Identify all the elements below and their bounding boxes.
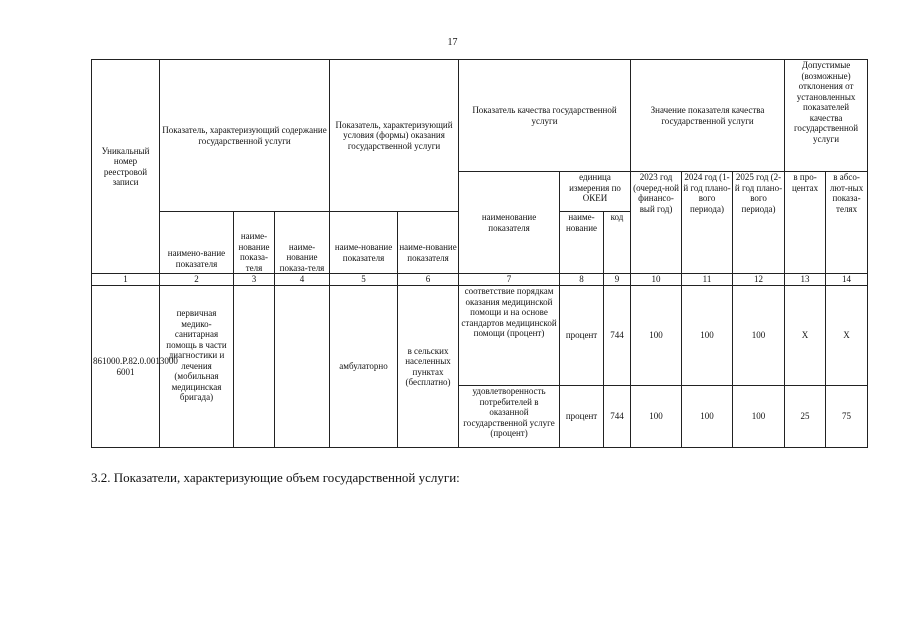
deviation-absolute-cell: Х xyxy=(826,286,868,386)
column-number: 6 xyxy=(398,274,459,286)
header-deviation-absolute: в абсо-лют-ных показа-телях xyxy=(826,172,868,274)
header-year-2025: 2025 год (2-й год плано-вого периода) xyxy=(733,172,785,274)
value-2023-cell: 100 xyxy=(631,386,682,448)
record-id-cell: 861000.Р.82.0.0013000 6001 xyxy=(92,286,160,448)
header-conditions-group: Показатель, характеризующий условия (формы) оказания государственной услуги xyxy=(330,60,459,212)
column-number: 2 xyxy=(160,274,234,286)
column-number-row xyxy=(92,274,868,286)
column-number: 5 xyxy=(330,274,398,286)
header-indicator-name: наименование показателя xyxy=(459,172,560,274)
header-content-name-3: наиме-нование показа-теля xyxy=(275,212,330,274)
value-2025-cell: 100 xyxy=(733,286,785,386)
service-content-cell: первичная медико-санитарная помощь в части диагностики и лечения (мобильная медицинская бригада) xyxy=(160,286,234,448)
header-condition-name-1: наиме-нование показателя xyxy=(330,212,398,274)
column-number: 8 xyxy=(560,274,604,286)
quality-indicators-table xyxy=(91,59,868,448)
header-value-group: Значение показателя качества государственной услуги xyxy=(631,60,785,172)
table-row xyxy=(92,286,868,386)
header-condition-name-2: наиме-нование показателя xyxy=(398,212,459,274)
indicator-name-cell: удовлетворенность потребителей в оказанной государственной услуге (процент) xyxy=(459,386,560,448)
service-place-cell: в сельских населенных пунктах (бесплатно) xyxy=(398,286,459,448)
column-number: 7 xyxy=(459,274,560,286)
header-year-2024: 2024 год (1-й год плано-вого периода) xyxy=(682,172,733,274)
header-unit-code: код xyxy=(604,212,631,274)
column-number: 9 xyxy=(604,274,631,286)
column-number: 14 xyxy=(826,274,868,286)
column-number: 12 xyxy=(733,274,785,286)
header-unique-number: Уникальный номер реестровой записи xyxy=(92,60,160,274)
column-number: 3 xyxy=(234,274,275,286)
deviation-absolute-cell: 75 xyxy=(826,386,868,448)
column-number: 4 xyxy=(275,274,330,286)
service-form-cell: амбулаторно xyxy=(330,286,398,448)
unit-code-cell: 744 xyxy=(604,386,631,448)
header-content-name-2: наиме-нование показа-теля xyxy=(234,212,275,274)
unit-name-cell: процент xyxy=(560,286,604,386)
value-2023-cell: 100 xyxy=(631,286,682,386)
empty-cell xyxy=(275,286,330,448)
value-2024-cell: 100 xyxy=(682,386,733,448)
header-content-name-1: наимено-вание показателя xyxy=(160,212,234,274)
header-quality-group: Показатель качества государственной услуги xyxy=(459,60,631,172)
unit-name-cell: процент xyxy=(560,386,604,448)
header-year-2023: 2023 год (очеред-ной финансо-вый год) xyxy=(631,172,682,274)
column-number: 11 xyxy=(682,274,733,286)
page-number: 17 xyxy=(447,37,458,48)
unit-code-cell: 744 xyxy=(604,286,631,386)
indicator-name-cell: соответствие порядкам оказания медицинской помощи и на основе стандартов медицинской помощи (процент) xyxy=(459,286,560,386)
deviation-percent-cell: Х xyxy=(785,286,826,386)
value-2024-cell: 100 xyxy=(682,286,733,386)
value-2025-cell: 100 xyxy=(733,386,785,448)
column-number: 1 xyxy=(92,274,160,286)
deviation-percent-cell: 25 xyxy=(785,386,826,448)
header-unit-okei: единица измерения по ОКЕИ xyxy=(560,172,631,212)
column-number: 10 xyxy=(631,274,682,286)
column-number: 13 xyxy=(785,274,826,286)
header-deviation-group: Допустимые (возможные) отклонения от установленных показателей качества государственной услуги xyxy=(785,60,868,172)
header-unit-name: наиме-нование xyxy=(560,212,604,274)
section-caption: 3.2. Показатели, характеризующие объем государственной услуги: xyxy=(91,470,460,485)
header-deviation-percent: в про-центах xyxy=(785,172,826,274)
header-content-group: Показатель, характеризующий содержание государственной услуги xyxy=(160,60,330,212)
empty-cell xyxy=(234,286,275,448)
